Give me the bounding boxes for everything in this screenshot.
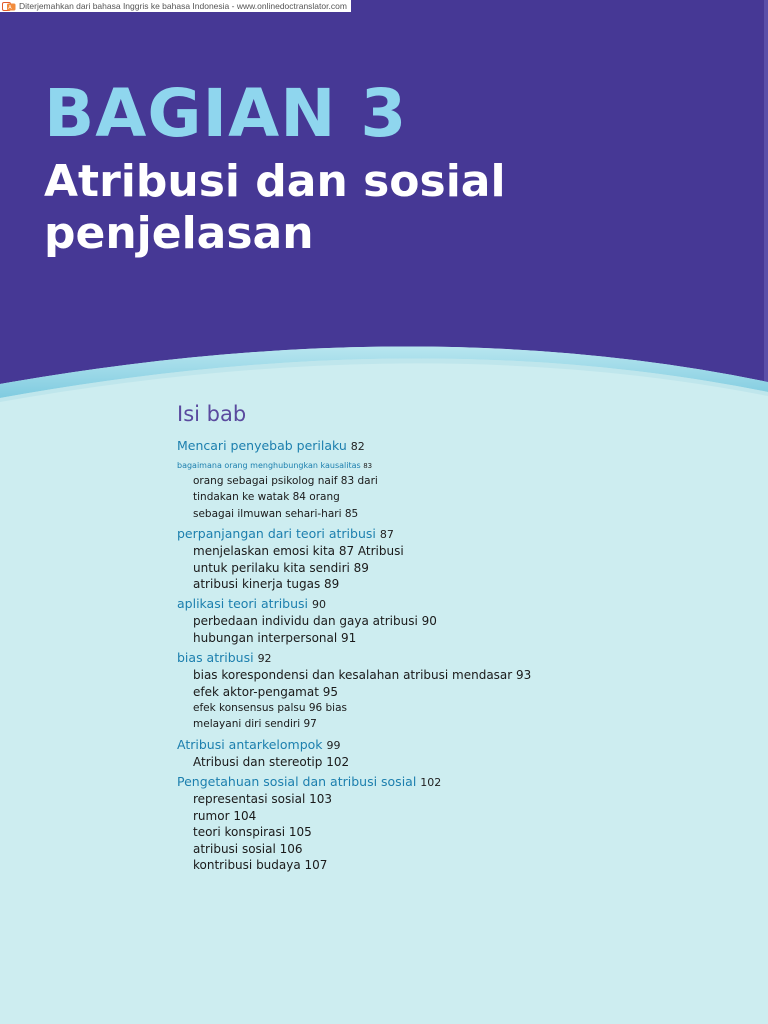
toc-heading: Isi bab — [177, 402, 247, 426]
toc-item: untuk perilaku kita sendiri 89 — [193, 560, 369, 575]
toc-subsection-label: bagaimana orang menghubungkan kausalitas — [177, 461, 361, 470]
toc-item: rumor 104 — [193, 808, 257, 823]
toc-item: representasi sosial 103 — [193, 792, 333, 807]
toc-item: perbedaan individu dan gaya atribusi 90 — [193, 614, 437, 629]
toc-item: bias korespondensi dan kesalahan atribusi mendasar 93 — [193, 668, 532, 683]
toc-section-label: Pengetahuan sosial dan atribusi sosial — [177, 774, 417, 790]
toc-item: orang sebagai psikolog naif 83 dari — [193, 475, 378, 487]
table-of-contents — [177, 400, 737, 877]
toc-section-title[interactable] — [177, 526, 737, 543]
toc-section-label: Atribusi antarkelompok — [177, 736, 323, 752]
toc-section-label: aplikasi teori atribusi — [177, 596, 309, 612]
toc-section-page: 87 — [379, 528, 394, 542]
translator-watermark — [0, 0, 351, 12]
toc-section-title[interactable] — [177, 737, 737, 754]
toc-item: tindakan ke watak 84 orang — [193, 491, 340, 504]
banner-edge-strip — [764, 0, 768, 382]
toc-section-page: 90 — [312, 598, 327, 612]
toc-subsection-title[interactable] — [177, 459, 737, 473]
toc-item: kontribusi budaya 107 — [193, 857, 328, 872]
toc-section-title[interactable] — [177, 650, 737, 667]
toc-section — [177, 737, 737, 770]
part-label: BAGIAN 3 — [44, 75, 408, 152]
toc-item: Atribusi dan stereotip 102 — [193, 754, 350, 769]
translator-logo-icon — [2, 2, 16, 11]
toc-section-page: 92 — [257, 652, 272, 666]
toc-item: atribusi kinerja tugas 89 — [193, 577, 340, 592]
toc-subsection-page: 83 — [363, 462, 373, 470]
toc-item: sebagai ilmuwan sehari-hari 85 — [193, 507, 359, 520]
toc-section-label: Mencari penyebab perilaku — [177, 438, 347, 453]
toc-section-title[interactable] — [177, 596, 737, 613]
toc-item: menjelaskan emosi kita 87 Atribusi — [193, 544, 404, 559]
toc-item: efek aktor-pengamat 95 — [193, 684, 339, 699]
toc-item: teori konspirasi 105 — [193, 825, 312, 840]
toc-section — [177, 438, 737, 522]
toc-item: hubungan interpersonal 91 — [193, 630, 357, 645]
part-title — [44, 156, 644, 260]
toc-section — [177, 526, 737, 592]
toc-item: melayani diri sendiri 97 — [193, 718, 317, 731]
toc-section — [177, 596, 737, 646]
part-title-line-2: penjelasan — [44, 208, 314, 259]
toc-section-page: 99 — [326, 738, 341, 752]
toc-section-title[interactable] — [177, 774, 737, 791]
watermark-text[interactable]: Diterjemahkan dari bahasa Inggris ke bahasa Indonesia - www.onlinedoctranslator.com — [19, 1, 347, 11]
svg-text:A: A — [8, 4, 12, 11]
toc-section-title[interactable] — [177, 438, 737, 455]
toc-section — [177, 650, 737, 733]
part-title-line-1: Atribusi dan sosial — [44, 156, 506, 207]
toc-section-page: 102 — [420, 776, 442, 790]
toc-item: atribusi sosial 106 — [193, 841, 303, 856]
toc-section — [177, 774, 737, 873]
toc-section-label: perpanjangan dari teori atribusi — [177, 526, 376, 542]
toc-section-page: 82 — [350, 440, 365, 453]
toc-item: efek konsensus palsu 96 bias — [193, 702, 348, 715]
toc-section-label: bias atribusi — [177, 650, 254, 666]
